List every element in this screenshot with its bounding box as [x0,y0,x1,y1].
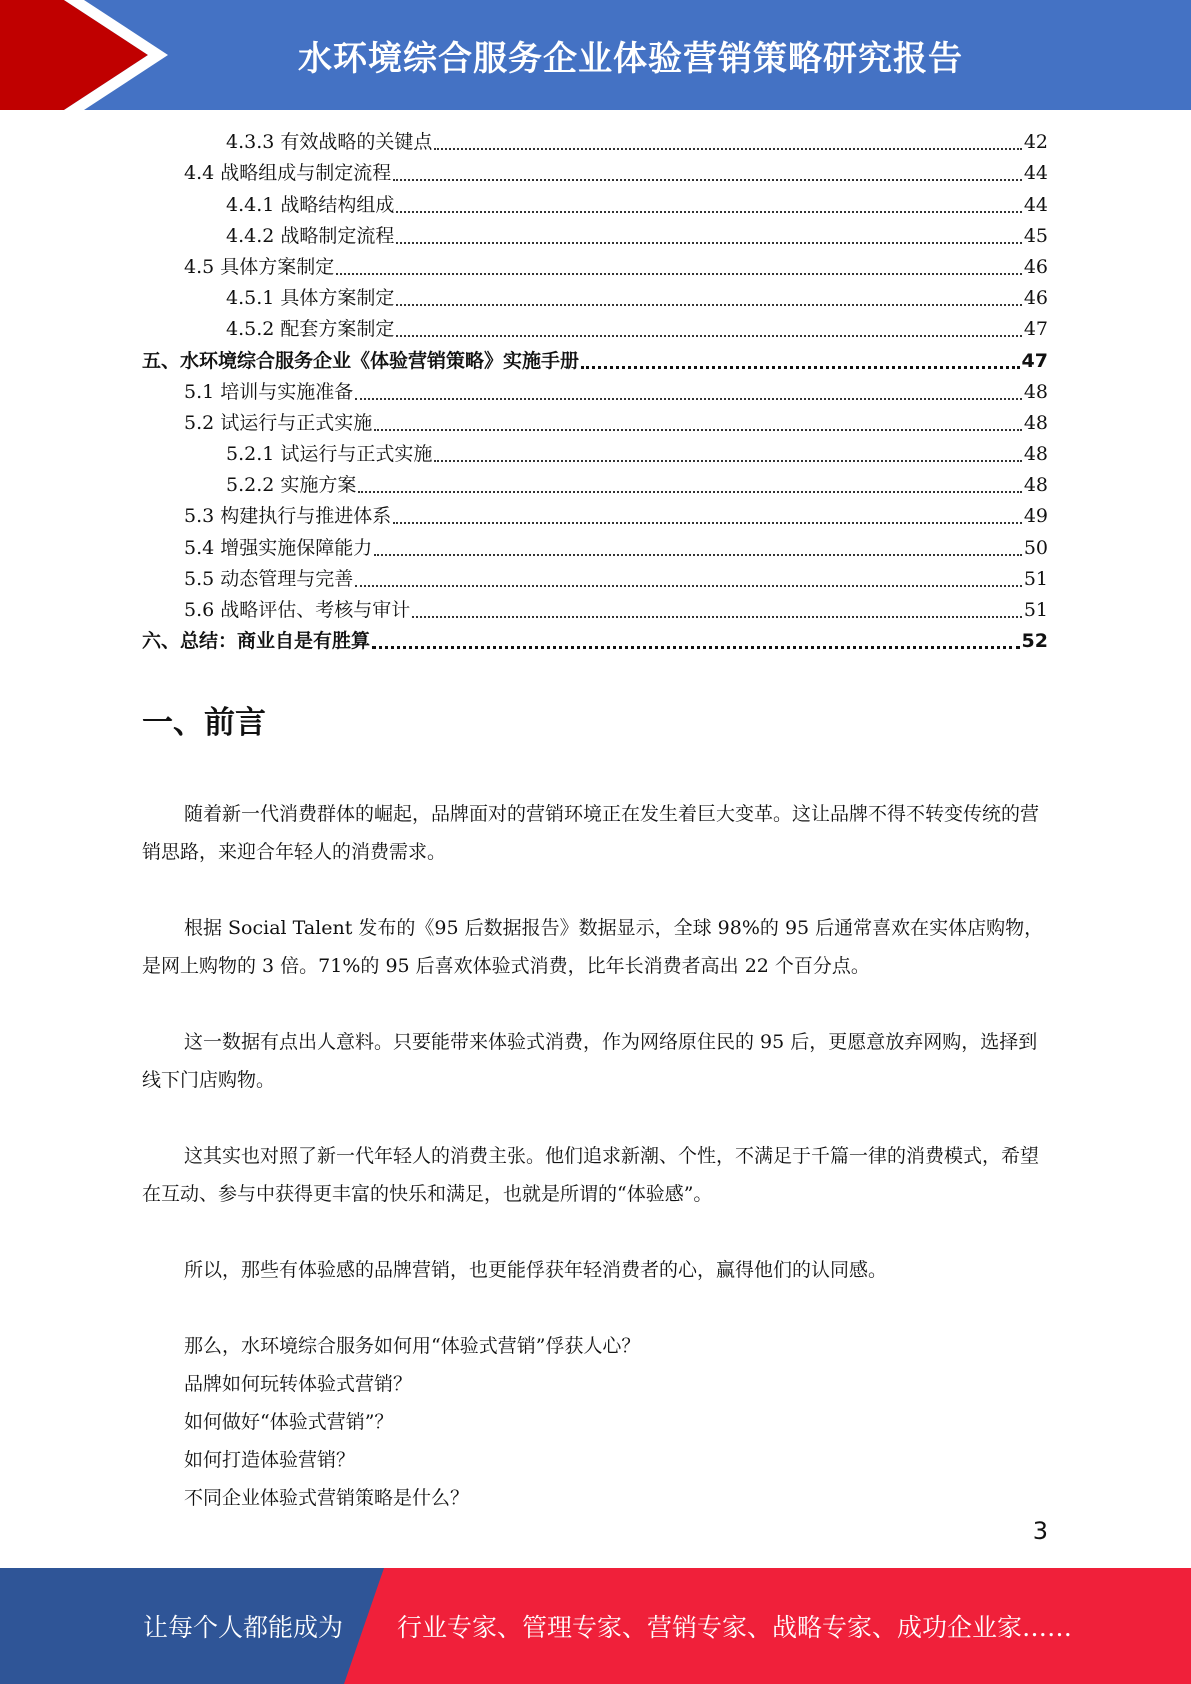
toc-leader-dots [374,554,1022,556]
footer-slogan-right: 行业专家、管理专家、营销专家、战略专家、成功企业家…… [397,1613,1073,1642]
toc-leader-dots [434,460,1021,462]
toc-entry[interactable] [142,345,1048,376]
toc-entry-page: 51 [1023,567,1048,590]
toc-leader-dots [374,429,1022,431]
toc-entry[interactable] [142,127,1048,158]
question-item: 品牌如何玩转体验式营销？ [184,1373,413,1395]
footer-slogan-left: 让每个人都能成为 [143,1613,344,1642]
toc-entry-title: 5.5 动态管理与完善 [184,567,354,590]
paragraph: 根据 Social Talent 发布的《95 后数据报告》数据显示，全球 98%的 95 后通常喜欢在实体店购物，是网上购物的 3 倍。71%的 95 后喜欢体验式消费，比年长消费者高出 22 个百分点。 [142,917,1044,977]
toc-leader-dots [372,646,1020,649]
toc-entry[interactable] [142,532,1048,563]
page-number: 3 [1032,1517,1048,1545]
toc-leader-dots [581,366,1020,369]
toc-entry[interactable] [142,595,1048,626]
toc-entry[interactable] [142,252,1048,283]
toc-entry-page: 51 [1023,599,1048,621]
toc-entry-title: 5.6 战略评估、考核与审计 [184,599,411,621]
toc-entry-title: 5.3 构建执行与推进体系 [184,505,392,528]
toc-entry-page: 50 [1023,536,1048,559]
toc-entry-title: 5.1 培训与实施准备 [184,380,354,403]
question-item: 那么，水环境综合服务如何用“体验式营销”俘获人心？ [184,1335,641,1357]
toc-entry-title: 4.4 战略组成与制定流程 [184,162,392,185]
toc-entry-page: 46 [1023,255,1048,278]
toc-entry[interactable] [142,626,1048,657]
toc-entry-title: 5.2.2 实施方案 [226,474,357,497]
page-footer [0,1568,1191,1684]
paragraph: 所以，那些有体验感的品牌营销，也更能俘获年轻消费者的心，赢得他们的认同感。 [184,1259,888,1281]
toc-entry-title: 5.2 试运行与正式实施 [184,411,373,434]
report-title: 水环境综合服务企业体验营销策略研究报告 [298,38,963,79]
toc-leader-dots [412,616,1022,618]
toc-entry-page: 48 [1023,443,1048,466]
toc-entry-title: 4.5.2 配套方案制定 [226,318,395,341]
toc-entry-page: 44 [1023,162,1048,185]
toc-entry[interactable] [142,221,1048,252]
toc-entry[interactable] [142,158,1048,189]
toc-leader-dots [396,335,1021,337]
toc-entry[interactable] [142,314,1048,345]
toc-leader-dots [358,491,1021,493]
toc-entry[interactable] [142,564,1048,595]
toc-entry-page: 45 [1023,224,1048,247]
question-item: 如何打造体验营销？ [184,1449,356,1471]
paragraph: 随着新一代消费群体的崛起，品牌面对的营销环境正在发生着巨大变革。这让品牌不得不转变传统的营销思路，来迎合年轻人的消费需求。 [142,803,1040,863]
toc-entry[interactable] [142,283,1048,314]
toc-leader-dots [336,273,1022,275]
toc-leader-dots [355,585,1022,587]
toc-entry-title: 4.5.1 具体方案制定 [226,287,395,310]
toc-entry-page: 47 [1021,349,1048,372]
toc-entry-title: 4.4.2 战略制定流程 [226,224,395,247]
toc-leader-dots [393,179,1022,181]
toc-leader-dots [355,398,1022,400]
toc-entry-title: 五、水环境综合服务企业《体验营销策略》实施手册 [142,349,580,372]
question-item: 不同企业体验式营销策略是什么？ [184,1487,470,1509]
toc-entry-title: 5.2.1 试运行与正式实施 [226,443,433,466]
paragraph: 这其实也对照了新一代年轻人的消费主张。他们追求新潮、个性，不满足于千篇一律的消费模式，希望在互动、参与中获得更丰富的快乐和满足，也就是所谓的“体验感”。 [142,1145,1040,1205]
table-of-contents [142,127,1048,657]
section-body [142,795,1048,1517]
toc-entry-page: 44 [1023,193,1048,216]
toc-entry-title: 4.3.3 有效战略的关键点 [226,131,433,154]
toc-entry[interactable] [142,377,1048,408]
page-header [0,0,1191,110]
toc-entry-page: 48 [1023,411,1048,434]
question-list [142,1327,1048,1517]
toc-entry-page: 48 [1023,474,1048,497]
toc-entry-title: 5.4 增强实施保障能力 [184,536,373,559]
toc-entry[interactable] [142,439,1048,470]
toc-leader-dots [393,522,1022,524]
toc-leader-dots [396,304,1021,306]
toc-entry[interactable] [142,189,1048,220]
toc-entry-title: 4.5 具体方案制定 [184,255,335,278]
section-heading: 一、前言 [142,705,266,741]
toc-entry-title: 六、总结：商业自是有胜算 [142,630,371,653]
toc-entry-page: 52 [1021,630,1048,653]
toc-leader-dots [396,242,1021,244]
toc-entry-page: 48 [1023,380,1048,403]
paragraph: 这一数据有点出人意料。只要能带来体验式消费，作为网络原住民的 95 后，更愿意放弃网购，选择到线下门店购物。 [142,1031,1038,1091]
toc-entry-title: 4.4.1 战略结构组成 [226,193,395,216]
toc-entry-page: 47 [1023,318,1048,341]
toc-entry[interactable] [142,408,1048,439]
toc-entry[interactable] [142,501,1048,532]
toc-entry-page: 49 [1023,505,1048,528]
toc-entry[interactable] [142,470,1048,501]
toc-entry-page: 46 [1023,287,1048,310]
toc-leader-dots [396,211,1021,213]
question-item: 如何做好“体验式营销”？ [184,1411,394,1433]
toc-leader-dots [434,148,1021,150]
toc-entry-page: 42 [1023,131,1048,154]
